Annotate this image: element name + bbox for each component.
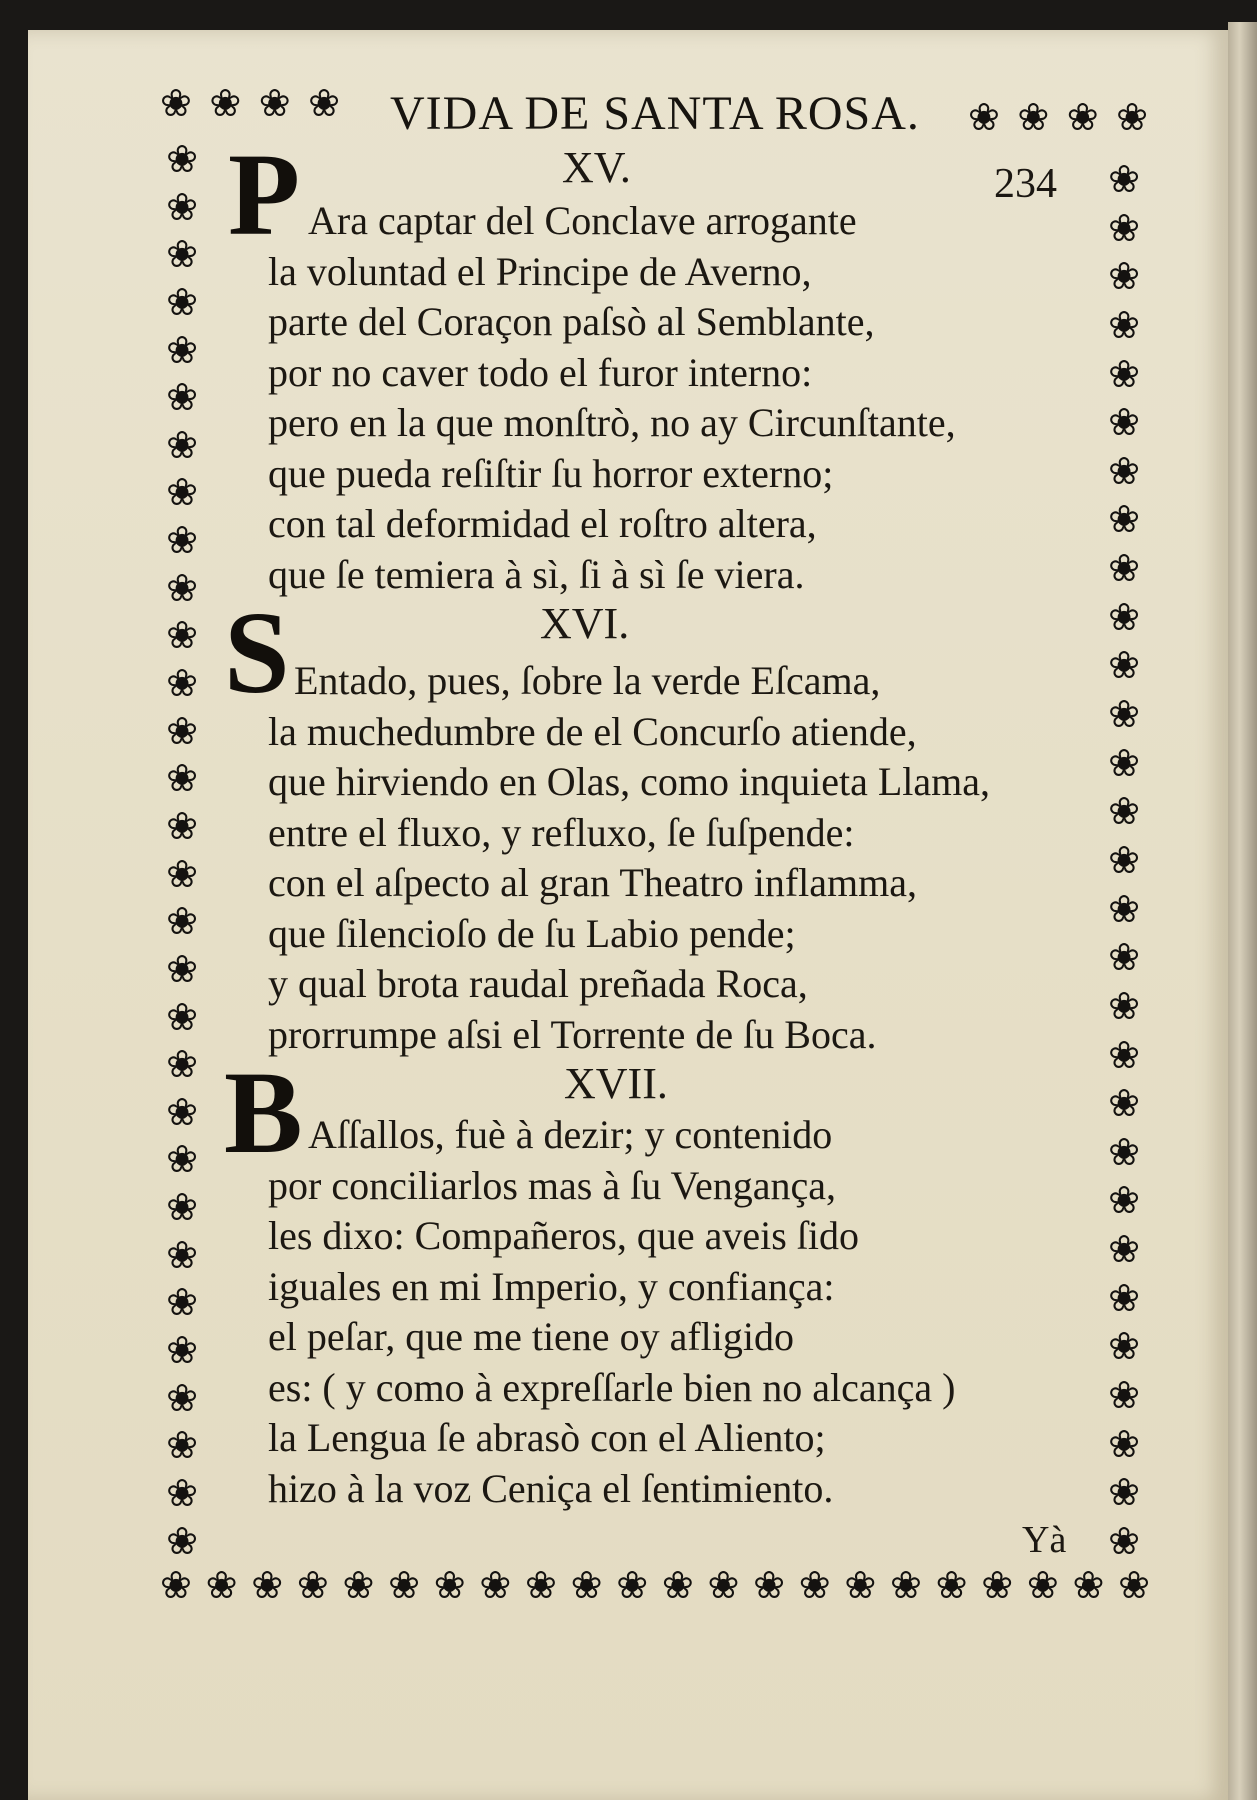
- stanza-number: XV.: [562, 143, 631, 192]
- page-number: 234: [994, 161, 1057, 207]
- fleuron-icon: ❀: [1108, 643, 1140, 688]
- fleuron-icon: ❀: [1108, 157, 1140, 201]
- fleuron-icon: ❀: [160, 1563, 192, 1607]
- fleuron-icon: ❀: [1108, 254, 1140, 299]
- fleuron-icon: ❀: [1108, 302, 1140, 347]
- verse-line: pero en la que monſtrò, no ay Circunſtante,: [268, 400, 956, 445]
- verse-line: que ſilencioſo de ſu Labio pende;: [268, 910, 796, 956]
- fleuron-icon: ❀: [1026, 1563, 1059, 1607]
- fleuron-icon: ❀: [1066, 95, 1099, 139]
- fleuron-icon: ❀: [166, 1423, 198, 1468]
- fleuron-icon: ❀: [1108, 1178, 1140, 1223]
- fleuron-icon: ❀: [753, 1563, 785, 1607]
- fleuron-icon: ❀: [166, 1328, 198, 1373]
- fleuron-icon: ❀: [296, 1563, 329, 1607]
- fleuron-icon: ❀: [1108, 1421, 1140, 1466]
- fleuron-icon: ❀: [166, 279, 198, 324]
- fleuron-icon: ❀: [1108, 594, 1140, 639]
- stanza-xvii-lines: [268, 1110, 955, 1514]
- fleuron-icon: ❀: [166, 1089, 198, 1134]
- fleuron-icon: ❀: [661, 1563, 694, 1607]
- verse-line: que hirviendo en Olas, como inquieta Llama,: [268, 759, 991, 804]
- verse-line: Aſſallos, fuè à dezir; y contenido: [308, 1112, 833, 1157]
- fleuron-icon: ❀: [1108, 935, 1140, 980]
- fleuron-icon: ❀: [1108, 740, 1140, 785]
- fleuron-icon: ❀: [798, 1563, 831, 1607]
- fleuron-icon: ❀: [1108, 351, 1140, 396]
- drop-cap: S: [224, 587, 290, 718]
- verse-line: que ſe temiera à sì, ſi à sì ſe viera.: [268, 551, 805, 597]
- fleuron-icon: ❀: [1108, 1081, 1140, 1126]
- ornament-border-right: [1102, 157, 1146, 1563]
- fleuron-icon: ❀: [251, 1563, 284, 1607]
- fleuron-icon: ❀: [166, 375, 198, 420]
- verse-line: entre el fluxo, y refluxo, ſe ſuſpende:: [268, 809, 855, 855]
- fleuron-icon: ❀: [433, 1563, 466, 1607]
- fleuron-icon: ❀: [166, 851, 198, 896]
- fleuron-icon: ❀: [166, 803, 198, 848]
- drop-cap: B: [224, 1047, 303, 1178]
- verse-line: Ara captar del Conclave arrogante: [308, 198, 857, 243]
- fleuron-icon: ❀: [205, 1563, 238, 1607]
- fleuron-icon: ❀: [479, 1563, 512, 1607]
- verse-line: parte del Coraçon paſsò al Semblante,: [268, 299, 875, 344]
- fleuron-icon: ❀: [1108, 546, 1140, 591]
- fleuron-icon: ❀: [166, 756, 198, 801]
- fleuron-icon: ❀: [166, 232, 198, 277]
- verse-line: por conciliarlos mas à ſu Vengança,: [268, 1162, 836, 1208]
- ornament-border-top-right: [968, 95, 1148, 139]
- fleuron-icon: ❀: [166, 1232, 198, 1277]
- fleuron-icon: ❀: [166, 184, 198, 229]
- running-head: VIDA DE SANTA ROSA.: [390, 87, 920, 140]
- fleuron-icon: ❀: [1108, 886, 1140, 931]
- fleuron-icon: ❀: [890, 1563, 922, 1607]
- fleuron-icon: ❀: [707, 1563, 740, 1607]
- verse-line: la Lengua ſe abrasò con el Aliento;: [268, 1415, 826, 1460]
- verse-line: Entado, pues, ſobre la verde Eſcama,: [294, 658, 881, 703]
- fleuron-icon: ❀: [166, 1518, 198, 1563]
- fleuron-icon: ❀: [166, 1470, 198, 1515]
- stanza-xv-lines: [268, 196, 956, 600]
- verse-line: que pueda reſiſtir ſu horror externo;: [268, 450, 834, 496]
- fleuron-icon: ❀: [308, 81, 340, 125]
- fleuron-icon: ❀: [1072, 1563, 1105, 1607]
- fleuron-icon: ❀: [525, 1563, 557, 1607]
- catchword: Yà: [1022, 1519, 1067, 1561]
- fleuron-icon: ❀: [1108, 1373, 1140, 1418]
- verse-line: con el aſpecto al gran Theatro inflamma,: [268, 860, 917, 905]
- fleuron-icon: ❀: [1108, 1032, 1140, 1077]
- fleuron-icon: ❀: [209, 81, 242, 125]
- adjacent-page-edge: [1228, 22, 1257, 1800]
- ornament-border-left: [160, 137, 204, 1563]
- fleuron-icon: ❀: [166, 137, 198, 181]
- verse-line: por no caver todo el furor interno:: [268, 349, 813, 395]
- verse-line: con tal deformidad el roſtro altera,: [268, 501, 817, 546]
- verse-line: hizo à la voz Ceniça el ſentimiento.: [268, 1465, 834, 1511]
- fleuron-icon: ❀: [166, 946, 198, 991]
- fleuron-icon: ❀: [1108, 837, 1140, 882]
- verse-line: y qual brota raudal preñada Roca,: [268, 961, 808, 1006]
- fleuron-icon: ❀: [1108, 205, 1140, 250]
- fleuron-icon: ❀: [166, 661, 198, 706]
- fleuron-icon: ❀: [166, 470, 198, 515]
- fleuron-icon: ❀: [1108, 983, 1140, 1028]
- verse-line: es: ( y como à expreſſarle bien no alcança ): [268, 1364, 956, 1410]
- fleuron-icon: ❀: [968, 95, 1000, 139]
- verse-line: les dixo: Compañeros, que aveis ſido: [268, 1213, 860, 1258]
- fleuron-icon: ❀: [616, 1563, 649, 1607]
- fleuron-icon: ❀: [1108, 497, 1140, 542]
- fleuron-icon: ❀: [1108, 1324, 1140, 1369]
- ornament-border-top-left: [160, 81, 340, 125]
- verse-line: el peſar, que me tiene oy afligido: [268, 1314, 794, 1359]
- stanza-number: XVI.: [540, 599, 630, 648]
- fleuron-icon: ❀: [1108, 692, 1140, 737]
- verse-line: iguales en mi Imperio, y confiança:: [268, 1263, 835, 1309]
- fleuron-icon: ❀: [570, 1563, 603, 1607]
- fleuron-icon: ❀: [935, 1563, 968, 1607]
- drop-cap: P: [228, 129, 301, 260]
- verse-line: la voluntad el Principe de Averno,: [268, 248, 812, 294]
- fleuron-icon: ❀: [166, 994, 198, 1039]
- stanza-xvi-lines: [268, 656, 990, 1060]
- fleuron-icon: ❀: [166, 1042, 198, 1087]
- fleuron-icon: ❀: [342, 1563, 375, 1607]
- fleuron-icon: ❀: [258, 81, 291, 125]
- fleuron-icon: ❀: [1108, 1518, 1140, 1563]
- fleuron-icon: ❀: [1108, 448, 1140, 493]
- fleuron-icon: ❀: [166, 613, 198, 658]
- fleuron-icon: ❀: [1108, 1227, 1140, 1272]
- fleuron-icon: ❀: [1108, 1470, 1140, 1515]
- fleuron-icon: ❀: [1108, 789, 1140, 834]
- fleuron-icon: ❀: [166, 899, 198, 944]
- fleuron-icon: ❀: [1116, 95, 1148, 139]
- fleuron-icon: ❀: [1118, 1563, 1150, 1607]
- verse-line: la muchedumbre de el Concurſo atiende,: [268, 708, 917, 754]
- verse-line: prorrumpe aſsi el Torrente de ſu Boca.: [268, 1011, 877, 1057]
- fleuron-icon: ❀: [166, 708, 198, 753]
- fleuron-icon: ❀: [166, 1280, 198, 1325]
- fleuron-icon: ❀: [166, 1137, 198, 1182]
- fleuron-icon: ❀: [166, 518, 198, 563]
- fleuron-icon: ❀: [166, 565, 198, 610]
- fleuron-icon: ❀: [1017, 95, 1050, 139]
- fleuron-icon: ❀: [844, 1563, 877, 1607]
- stanza-number: XVII.: [564, 1059, 668, 1108]
- fleuron-icon: ❀: [166, 422, 198, 467]
- fleuron-icon: ❀: [166, 1185, 198, 1230]
- fleuron-icon: ❀: [166, 327, 198, 372]
- ornament-border-bottom: [160, 1563, 1150, 1607]
- fleuron-icon: ❀: [1108, 1275, 1140, 1320]
- fleuron-icon: ❀: [1108, 1129, 1140, 1174]
- fleuron-icon: ❀: [160, 81, 192, 125]
- fleuron-icon: ❀: [981, 1563, 1014, 1607]
- fleuron-icon: ❀: [388, 1563, 420, 1607]
- fleuron-icon: ❀: [1108, 400, 1140, 445]
- fleuron-icon: ❀: [166, 1375, 198, 1420]
